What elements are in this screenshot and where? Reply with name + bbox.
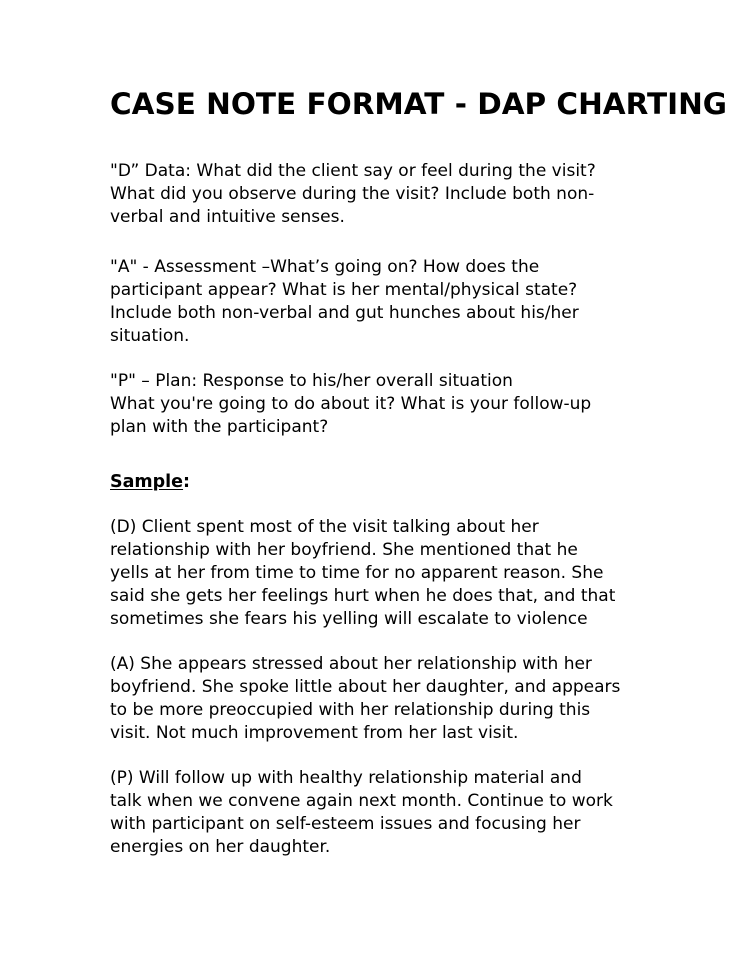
sample-a-line: boyfriend. She spoke little about her daughter, and appears [110, 677, 621, 697]
section-assessment-line: Include both non-verbal and gut hunches about his/her [110, 303, 579, 323]
sample-a-line: to be more preoccupied with her relationship during this [110, 700, 591, 720]
sample-p-paragraph [110, 767, 655, 859]
section-plan-line: What you're going to do about it? What is your follow-up [110, 394, 592, 414]
section-assessment [110, 256, 655, 348]
sample-heading-word: Sample [110, 472, 184, 492]
sample-p-line: with participant on self-esteem issues and focusing her [110, 814, 581, 834]
sample-a-line: visit. Not much improvement from her last visit. [110, 723, 519, 743]
sample-d-line: said she gets her feelings hurt when he does that, and that [110, 586, 616, 606]
section-data-line: verbal and intuitive senses. [110, 207, 345, 227]
sample-a-paragraph [110, 653, 655, 745]
section-data [110, 160, 655, 229]
section-data-line: "D” Data: What did the client say or feel during the visit? [110, 161, 596, 181]
sample-d-line: sometimes she fears his yelling will escalate to violence [110, 609, 588, 629]
document-title: CASE NOTE FORMAT - DAP CHARTING [110, 87, 727, 121]
sample-heading [110, 470, 190, 494]
sample-p-line: (P) Will follow up with healthy relationship material and [110, 768, 582, 788]
section-assessment-line: participant appear? What is her mental/physical state? [110, 280, 578, 300]
sample-d-line: relationship with her boyfriend. She mentioned that he [110, 540, 578, 560]
sample-a-line: (A) She appears stressed about her relationship with her [110, 654, 592, 674]
section-plan-line: "P" – Plan: Response to his/her overall situation [110, 371, 513, 391]
section-plan-line: plan with the participant? [110, 417, 329, 437]
sample-p-line: energies on her daughter. [110, 837, 331, 857]
section-assessment-line: situation. [110, 326, 190, 346]
section-data-line: What did you observe during the visit? Include both non- [110, 184, 595, 204]
sample-d-line: yells at her from time to time for no apparent reason. She [110, 563, 604, 583]
sample-p-line: talk when we convene again next month. Continue to work [110, 791, 613, 811]
section-plan [110, 370, 655, 439]
sample-d-paragraph [110, 516, 655, 631]
sample-heading-colon: : [183, 472, 191, 492]
section-assessment-line: "A" - Assessment –What’s going on? How does the [110, 257, 540, 277]
sample-d-line: (D) Client spent most of the visit talking about her [110, 517, 539, 537]
